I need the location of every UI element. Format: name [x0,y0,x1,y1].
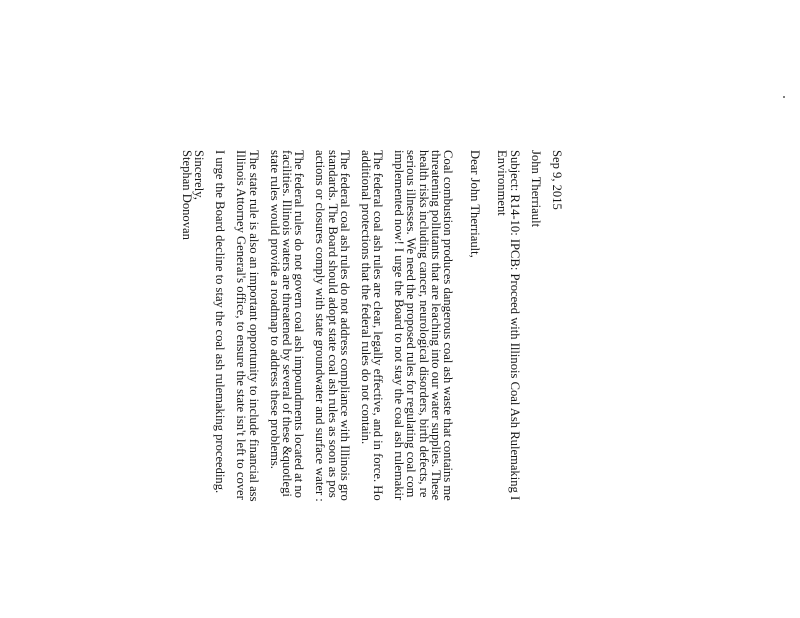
letter-subject-line-1: Subject: R14-10: IPCB: Proceed with Illinois Coal Ash Rulemaking I [507,150,522,501]
paragraph-line: Coal combustion produces dangerous coal ash waste that contains me [441,150,456,501]
letter-body [181,150,563,618]
paragraph-line: The federal rules do not govern coal ash impoundments located at no [292,150,307,498]
paragraph-line: The federal coal ash rules do not address compliance with Illinois gro [337,150,352,501]
letter-date: Sep 9, 2015 [550,150,564,210]
signer-name: Stephan Donovan [179,150,194,240]
paragraph-line: implemented now! I urge the Board to not stay the coal ash rulemakir [392,150,407,501]
paragraph-5 [235,150,259,618]
paragraph-line: facilities. Illinois waters are threatened by several of these &quotlegi [280,150,294,497]
paragraph-line: threatening pollutants that are leaching into our water supplies. These [428,150,443,501]
paragraph-line: serious illnesses. We need the proposed rules for regulating coal com [404,150,419,498]
closing-line: I urge the Board decline to stay the coal ash rulemaking proceeding. [213,150,228,494]
paragraph-line: health risks including cancer, neurological disorders, birth defects, re [416,150,431,498]
paragraph-line: actions or closures comply with state groundwater and surface water : [313,150,328,502]
paragraph-line: The state rule is also an important opportunity to include financial ass [246,150,261,502]
paragraph-4 [269,150,306,618]
signoff: Sincerely, [192,150,207,200]
paragraph-3 [314,150,351,618]
paragraph-line: Illinois Attorney General's office, to ensure the state isn't left to cover [234,150,249,500]
paragraph-line: additional protections that the federal rules do not contain. [358,150,373,445]
letter-salutation: Dear John Therriault, [468,150,483,258]
scan-speck [783,96,785,98]
paragraph-line: state rules would provide a roadmap to address these problems. [267,150,282,469]
paragraph-1 [393,150,454,618]
letter-recipient: John Therriault [528,150,543,228]
paragraph-2 [360,150,384,618]
paragraph-line: The federal coal ash rules are clear, legally effective, and in force. Ho [371,150,386,501]
paragraph-line: standards. The Board should adopt state coal ash rules as soon as pos [325,150,340,498]
letter-subject-line-2: Environment [495,150,510,216]
